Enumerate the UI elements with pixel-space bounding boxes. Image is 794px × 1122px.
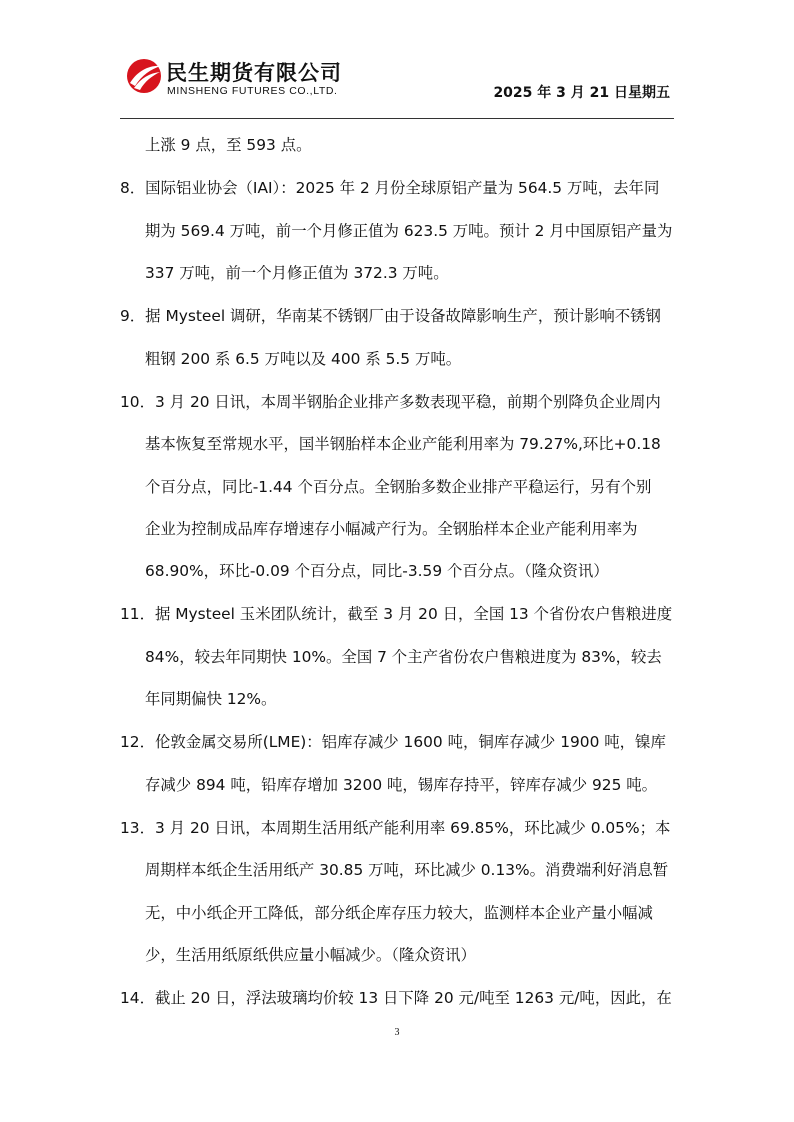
text-line: 少，生活用纸原纸供应量小幅减少。（隆众资讯）: [145, 946, 476, 965]
text-line: 基本恢复至常规水平，国半钢胎样本企业产能利用率为 79.27%,环比+0.18: [145, 435, 661, 454]
page-header: [0, 0, 794, 120]
news-item-14: 14．截止 20 日，浮法玻璃均价较 13 日下降 20 元/吨至 1263 元/吨，因此，在: [120, 989, 672, 1008]
text-line: 337 万吨，前一个月修正值为 372.3 万吨。: [145, 263, 449, 282]
company-logo: [124, 56, 374, 102]
header-date: 2025 年 3 月 21 日星期五: [493, 85, 670, 101]
news-item-10: 10．3 月 20 日讯，本周半钢胎企业排产多数表现平稳，前期个别降负企业周内: [120, 392, 661, 411]
news-item-11: 11．据 Mysteel 玉米团队统计，截至 3 月 20 日，全国 13 个省份农户售粮进度: [120, 605, 673, 624]
text-line: 个百分点，同比-1.44 个百分点。全钢胎多数企业排产平稳运行，另有个别: [145, 477, 652, 496]
text-line: 周期样本纸企生活用纸产 30.85 万吨，环比减少 0.13%。消费端利好消息暂: [145, 861, 669, 880]
text-line: 粗钢 200 系 6.5 万吨以及 400 系 5.5 万吨。: [145, 349, 462, 368]
news-item-9: 9．据 Mysteel 调研，华南某不锈钢厂由于设备故障影响生产，预计影响不锈钢: [120, 307, 661, 326]
text-line: 68.90%，环比-0.09 个百分点，同比-3.59 个百分点。（隆众资讯）: [145, 562, 609, 581]
logo-swoosh-icon: [124, 56, 164, 96]
news-item-8: 8．国际铝业协会（IAI）：2025 年 2 月份全球原铝产量为 564.5 万吨，去年同: [120, 179, 660, 198]
text-line: 期为 569.4 万吨，前一个月修正值为 623.5 万吨。预计 2 月中国原铝产量为: [145, 221, 673, 240]
news-list: [120, 124, 674, 1020]
logo-chinese-name: 民生期货有限公司: [166, 61, 342, 85]
text-line: 无，中小纸企开工降低，部分纸企库存压力较大，监测样本企业产量小幅减: [145, 903, 653, 922]
text-line: 企业为控制成品库存增速存小幅减产行为。全钢胎样本企业产能利用率为: [145, 519, 638, 538]
text-line: 年同期偏快 12%。: [145, 690, 277, 709]
logo-english-name: MINSHENG FUTURES CO.,LTD.: [167, 85, 338, 97]
header-divider: [120, 118, 674, 119]
page-number: 3: [394, 1027, 400, 1038]
news-item-13: 13．3 月 20 日讯，本周期生活用纸产能利用率 69.85%，环比减少 0.05%；本: [120, 819, 671, 838]
text-line: 存减少 894 吨，铅库存增加 3200 吨，锡库存持平，锌库存减少 925 吨。: [145, 775, 658, 794]
text-line: 84%，较去年同期快 10%。全国 7 个主产省份农户售粮进度为 83%，较去: [145, 647, 662, 666]
text-line: 上涨 9 点，至 593 点。: [145, 136, 312, 154]
news-item-12: 12．伦敦金属交易所(LME)：铝库存减少 1600 吨，铜库存减少 1900 吨，镍库: [120, 733, 666, 752]
